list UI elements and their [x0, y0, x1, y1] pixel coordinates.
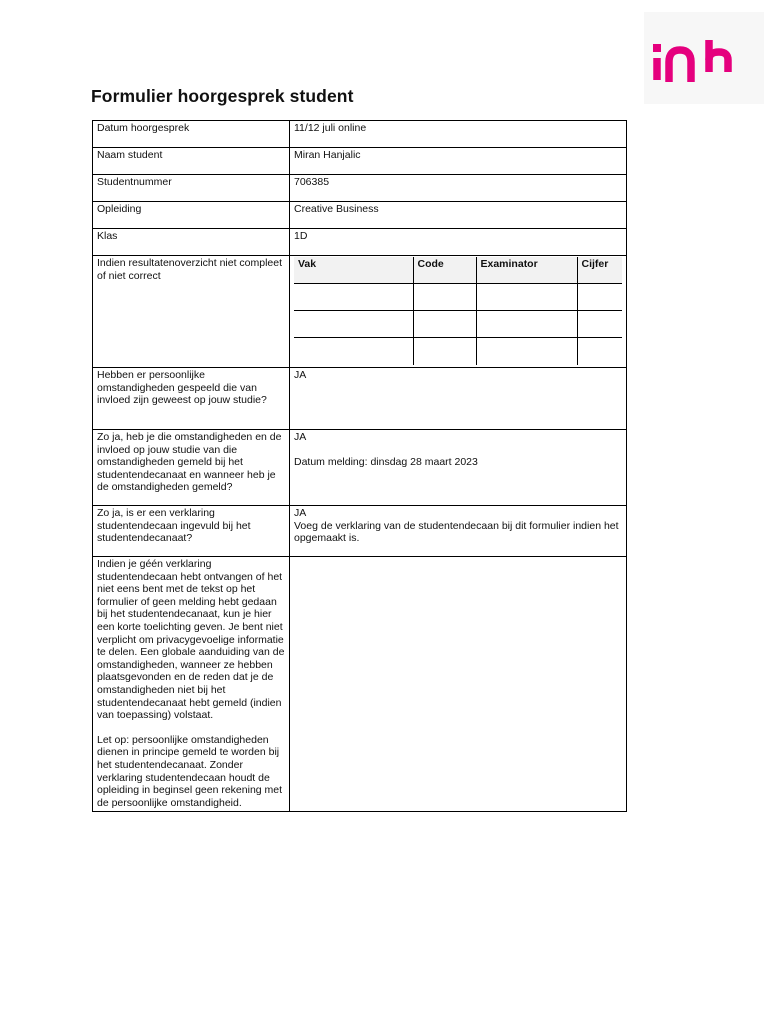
- form-row-date: [93, 121, 627, 148]
- inh-logo: [644, 12, 764, 104]
- results-cell-vak[interactable]: [294, 338, 413, 366]
- results-row: [294, 338, 622, 366]
- page-title: Formulier hoorgesprek student: [91, 86, 354, 106]
- header-vak: Vak: [294, 257, 413, 284]
- results-cell-cijfer[interactable]: [577, 338, 622, 366]
- results-cell-vak[interactable]: [294, 311, 413, 338]
- results-cell-examinator[interactable]: [476, 311, 577, 338]
- results-cell-cijfer[interactable]: [577, 311, 622, 338]
- label-q1: Hebben er persoonlijke omstandigheden gespeeld die van invloed zijn geweest op jouw studie?: [93, 368, 290, 430]
- label-opleiding: Opleiding: [93, 202, 290, 229]
- answer-q2-date: Datum melding: dinsdag 28 maart 2023: [294, 455, 478, 468]
- answer-q4[interactable]: [290, 557, 627, 812]
- results-row: [294, 311, 622, 338]
- hearing-form-table: [92, 120, 627, 812]
- answer-q3-cell[interactable]: [290, 506, 627, 557]
- answer-q3: JA: [294, 507, 307, 519]
- value-klas[interactable]: 1D: [290, 229, 627, 256]
- form-row-results: [93, 256, 627, 368]
- form-row-q3: [93, 506, 627, 557]
- label-q2: Zo ja, heb je die omstandigheden en de invloed op jouw studie van die omstandigheden gemeld bij het studentendecanaat en wanneer heb je de omstandigheden gemeld?: [93, 430, 290, 506]
- value-datum[interactable]: 11/12 juli online: [290, 121, 627, 148]
- answer-q3-note: Voeg de verklaring van de studentendecaan bij dit formulier indien het opgemaakt is.: [294, 519, 619, 545]
- value-opleiding[interactable]: Creative Business: [290, 202, 627, 229]
- results-cell-code[interactable]: [413, 311, 476, 338]
- label-naam: Naam student: [93, 148, 290, 175]
- form-row-q1: [93, 368, 627, 430]
- answer-q2: JA: [294, 431, 307, 443]
- label-results: Indien resultatenoverzicht niet compleet of niet correct: [93, 256, 290, 368]
- header-cijfer: Cijfer: [577, 257, 622, 284]
- label-studentnummer: Studentnummer: [93, 175, 290, 202]
- value-naam[interactable]: Miran Hanjalic: [290, 148, 627, 175]
- label-q3: Zo ja, is er een verklaring studentendecaan ingevuld bij het studentendecanaat?: [93, 506, 290, 557]
- results-cell-code[interactable]: [413, 338, 476, 366]
- form-row-class: [93, 229, 627, 256]
- label-q4-note: Let op: persoonlijke omstandigheden dienen in principe gemeld te worden bij het studentendecanaat. Zonder verklaring studentendecaan houdt de opleiding in beginsel geen rekening met de persoonlijke omstandigheid.: [97, 733, 283, 809]
- answer-q1[interactable]: JA: [290, 368, 627, 430]
- results-table: [294, 257, 622, 365]
- inh-logo-mark: [648, 38, 738, 86]
- form-row-name: [93, 148, 627, 175]
- results-cell-examinator[interactable]: [476, 284, 577, 311]
- form-row-q4: [93, 557, 627, 812]
- results-cell-examinator[interactable]: [476, 338, 577, 366]
- results-cell: [290, 256, 627, 368]
- results-cell-code[interactable]: [413, 284, 476, 311]
- label-q4: Indien je géén verklaring studentendecaan hebt ontvangen of het niet eens bent met de tekst op het formulier of geen melding hebt gedaan bij het studentendecanaat, kun je hier een korte toelichting geven. Je bent niet verplicht om privacygevoelige informatie te delen. Een globale aanduiding van de omstandigheden, wanneer ze hebben plaatsgevonden en de reden dat je de omstandigheden niet bij het studentendecanaat hebt gemeld (indien van toepassing) volstaat.: [97, 558, 285, 722]
- form-row-q2: [93, 430, 627, 506]
- results-cell-cijfer[interactable]: [577, 284, 622, 311]
- results-row: [294, 284, 622, 311]
- header-examinator: Examinator: [476, 257, 577, 284]
- label-datum: Datum hoorgesprek: [93, 121, 290, 148]
- header-code: Code: [413, 257, 476, 284]
- value-studentnummer[interactable]: 706385: [290, 175, 627, 202]
- label-q4-cell: [93, 557, 290, 812]
- answer-q2-cell[interactable]: [290, 430, 627, 506]
- label-klas: Klas: [93, 229, 290, 256]
- results-header-row: [294, 257, 622, 284]
- form-row-studentnumber: [93, 175, 627, 202]
- form-row-program: [93, 202, 627, 229]
- results-cell-vak[interactable]: [294, 284, 413, 311]
